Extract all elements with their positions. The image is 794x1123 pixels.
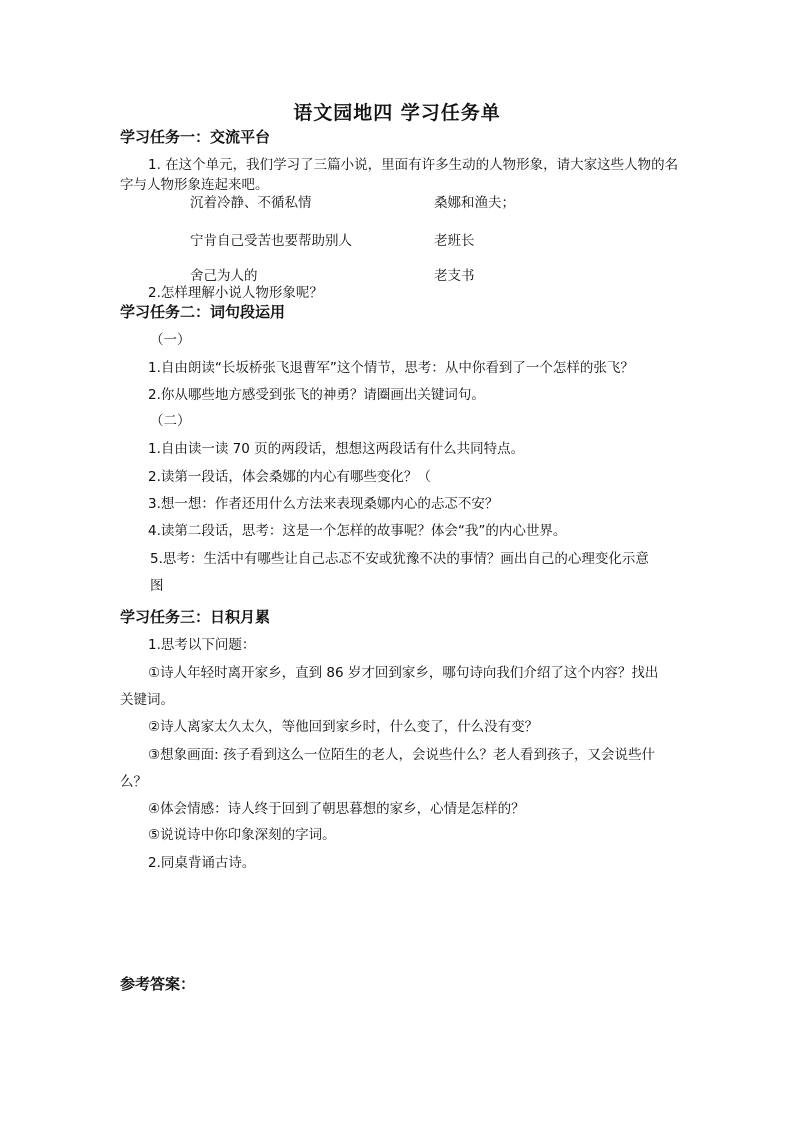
task2-heading: 学习任务二：词句段运用 bbox=[120, 303, 286, 321]
task2-part2-q3: 3.想一想：作者还用什么方法来表现桑娜内心的忐忑不安？ bbox=[148, 496, 499, 512]
task1-question-1: 1. 在这个单元，我们学习了三篇小说，里面有许多生动的人物形象，请大家这些人物的名字与人物形象连起来吧。 bbox=[120, 157, 679, 193]
match-right-2: 老班长 bbox=[434, 233, 475, 249]
page-title: 语文园地四 学习任务单 bbox=[293, 102, 501, 124]
task2-part1-q2: 2.你从哪些地方感受到张飞的神勇？请圈画出关键词句。 bbox=[148, 387, 485, 403]
match-left-2: 宁肯自己受苦也要帮助别人 bbox=[190, 233, 352, 249]
task2-part1-q1: 1.自由朗读“长坂桥张飞退曹军”这个情节，思考：从中你看到了一个怎样的张飞？ bbox=[148, 360, 634, 376]
task2-part2-q4: 4.读第二段话，思考：这是一个怎样的故事呢？体会“我”的内心世界。 bbox=[148, 523, 567, 539]
task2-part2-q1: 1.自由读一读 70 页的两段话，想想这两段话有什么共同特点。 bbox=[148, 441, 525, 457]
task2-part1-label: （一） bbox=[150, 332, 191, 348]
match-left-1: 沉着冷静、不循私情 bbox=[190, 195, 312, 211]
match-right-1: 桑娜和渔夫； bbox=[434, 195, 515, 211]
match-right-3: 老支书 bbox=[434, 268, 475, 284]
task2-part2-q5-cont: 图 bbox=[150, 578, 164, 594]
task1-heading: 学习任务一：交流平台 bbox=[120, 128, 271, 146]
task3-sub-2: ②诗人离家太久太久，等他回到家乡时，什么变了，什么没有变？ bbox=[148, 719, 539, 735]
answers-heading: 参考答案： bbox=[120, 975, 196, 993]
match-left-3: 舍己为人的 bbox=[190, 268, 258, 284]
task3-sub-3: ③想象画面: 孩子看到这么一位陌生的老人，会说些什么？老人看到孩子，又会说些什 bbox=[148, 747, 655, 763]
task3-sub-5: ⑤说说诗中你印象深刻的字词。 bbox=[148, 827, 336, 843]
task3-question-2: 2.同桌背诵古诗。 bbox=[148, 855, 256, 871]
task2-part2-label: （二） bbox=[150, 413, 191, 429]
task3-sub-4: ④体会情感：诗人终于回到了朝思暮想的家乡，心情是怎样的？ bbox=[148, 801, 525, 817]
task3-question-1: 1.思考以下问题： bbox=[148, 637, 256, 653]
task3-heading: 学习任务三：日积月累 bbox=[120, 608, 271, 626]
task3-sub-1: ①诗人年轻时离开家乡，直到 86 岁才回到家乡，哪句诗向我们介绍了这个内容？找出 bbox=[148, 665, 659, 681]
task2-part2-q2: 2.读第一段话，体会桑娜的内心有哪些变化？（ bbox=[148, 469, 431, 485]
task3-sub-1-cont: 关键词。 bbox=[120, 692, 174, 708]
task1-question-2: 2.怎样理解小说人物形象呢？ bbox=[148, 285, 323, 301]
task3-sub-3-cont: 么？ bbox=[120, 774, 147, 790]
task2-part2-q5: 5.思考：生活中有哪些让自己忐忑不安或犹豫不决的事情？画出自己的心理变化示意 bbox=[150, 551, 649, 567]
